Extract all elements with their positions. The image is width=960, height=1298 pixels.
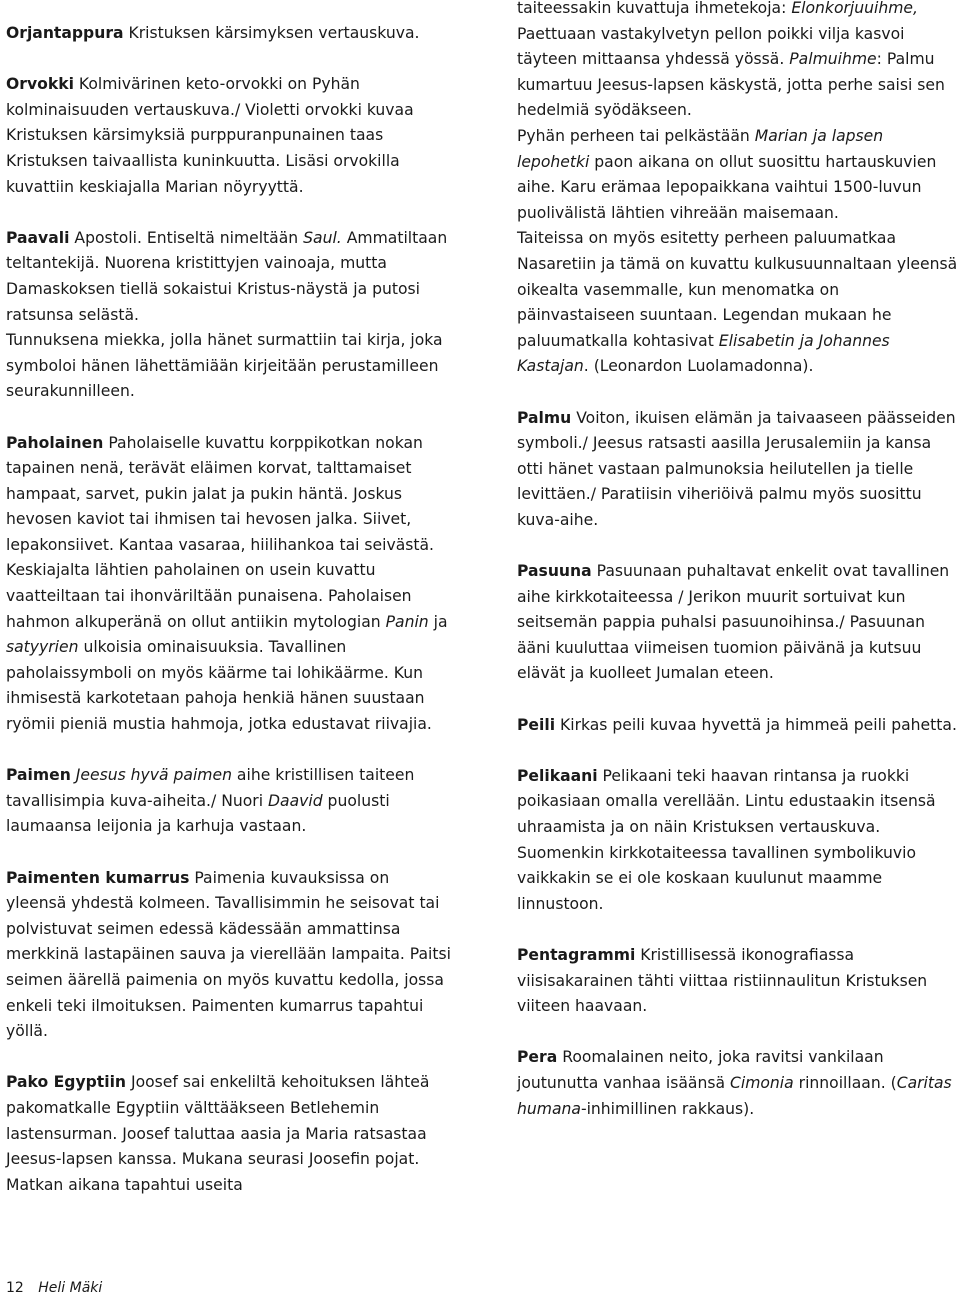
- glossary-entry: [6, 72, 454, 200]
- entry-paragraph: [517, 943, 959, 1020]
- glossary-entry: [6, 431, 454, 738]
- entry-text: -inhimillinen rakkaus).: [580, 1099, 755, 1118]
- entry-paragraph: [517, 559, 959, 687]
- glossary-entry: [517, 713, 959, 739]
- entry-text: Kristuksen kärsimyksen vertauskuva.: [128, 24, 420, 42]
- entry-text: Tunnuksena miekka, jolla hänet surmattiin tai kirja, joka symboloi hänen lähettämiään kirjeitään perustamilleen seurakunnilleen.: [6, 331, 443, 401]
- glossary-entry: [517, 559, 959, 687]
- entry-term: Orvokki: [6, 75, 74, 94]
- glossary-entry: [6, 226, 454, 405]
- entry-paragraph: [517, 764, 959, 918]
- italic-text: Palmuihme: [789, 50, 877, 69]
- entry-text: Pasuunaan puhaltavat enkelit ovat tavallinen aihe kirkkotaiteessa / Jerikon muurit sortuivat kun seitsemän pappia puhalsi pasuunoihinsa./ Pasuunan ääni kuuluttaa viimeisen tuomion päivänä ja kutsuu elävät ja kuolleet Jumalan eteen.: [517, 562, 950, 683]
- entry-text: Joosef sai enkeliltä kehoituksen lähteä pakomatkalle Egyptiin välttääkseen Betlehemin lastensurman. Joosef taluttaa aasia ja Maria ratsastaa Jeesus-lapsen kanssa. Mukana seurasi Joosefin pojat. Matkan aikana tapahtui useita: [6, 1073, 430, 1194]
- entry-text: ulkoisia ominaisuuksia. Tavallinen paholaissymboli on myös käärme tai lohikäärme. Kun ihmisestä karkotetaan pahoja henkiä hänen suustaan ryömii pieniä mustia hahmoja, jotka edustavat riivajia.: [6, 638, 432, 734]
- entry-term: Paavali: [6, 228, 70, 247]
- italic-text: Elonkorjuuihme,: [791, 0, 918, 17]
- italic-text: Cimonia: [729, 1073, 794, 1092]
- author-name: Heli Mäki: [38, 1280, 103, 1296]
- entry-text: Kirkas peili kuvaa hyvettä ja himmeä peili pahetta.: [560, 715, 957, 734]
- entry-term: Paholainen: [6, 433, 104, 452]
- italic-text: Saul.: [303, 228, 342, 247]
- entry-paragraph: [517, 124, 959, 226]
- entry-text: Voiton, ikuisen elämän ja taivaaseen päässeiden symboli./ Jeesus ratsasti aasilla Jerusalemiin ja kansa otti hänet vastaan palmunoksia heilutellen ja tielle levittäen./ Paratiisin viheriöivä palmu myös suosittu kuva-aihe.: [517, 408, 956, 529]
- entry-term: Paimenten kumarrus: [6, 868, 190, 887]
- italic-text: Panin: [385, 612, 429, 631]
- entry-paragraph: [6, 226, 454, 328]
- italic-text: Marian ja lapsen lepohetki: [517, 126, 884, 171]
- entry-text: Ammatiltaan teltantekijä. Nuorena kristittyjen vainoaja, mutta Damaskoksen tiellä sokaistui Kristus-näystä ja putosi ratsunsa selästä.: [6, 228, 448, 324]
- italic-text: Jeesus hyvä paimen: [75, 766, 232, 785]
- entry-text: paon aikana on ollut suosittu hartauskuvien aihe. Karu erämaa lepopaikkana vaihtui 1500-luvun puolivälistä lähtien vihreään maisemaan.: [517, 152, 937, 222]
- entry-text: Paettuaan vastakylvetyn pellon poikki vilja kasvoi täyteen mittaansa yhdessä yössä.: [517, 24, 905, 69]
- entry-text: aihe kristillisen taiteen tavallisimpia kuva-aiheita./ Nuori: [6, 766, 415, 810]
- entry-term: Pasuuna: [517, 562, 592, 581]
- entry-text: Kolmivärinen keto-orvokki on Pyhän kolminaisuuden vertauskuva./ Violetti orvokki kuvaa Kristuksen kärsimyksiä purppuranpunainen taas Kristuksen taivaallista kuninkuutta. Lisäsi orvokilla kuvattiin keskiajalla Marian nöyryyttä.: [6, 75, 414, 196]
- entry-term: Palmu: [517, 408, 572, 427]
- entry-text: puolusti laumaansa leijonia ja karhuja vastaan.: [6, 791, 390, 836]
- entry-term: Peili: [517, 715, 556, 734]
- entry-text: Roomalainen neito, joka ravitsi vankilaan joutunutta vanhaa isäänsä: [517, 1048, 884, 1092]
- entry-paragraph: [517, 713, 959, 739]
- entry-text: ja: [428, 612, 448, 631]
- entry-paragraph: [6, 763, 454, 840]
- glossary-entry: [6, 866, 454, 1045]
- entry-paragraph: [517, 0, 959, 124]
- glossary-entry: [517, 0, 959, 380]
- right-column: [517, 0, 959, 1148]
- entry-term: Orjantappura: [6, 24, 124, 42]
- entry-term: Pako Egyptiin: [6, 1073, 127, 1092]
- entry-paragraph: [6, 1070, 454, 1198]
- entry-paragraph: [517, 226, 959, 380]
- entry-text: rinnoillaan. (: [793, 1073, 897, 1092]
- entry-text: taiteessakin kuvattuja ihmetekoja:: [517, 0, 792, 17]
- left-column: [6, 21, 454, 1224]
- page-number: 12: [6, 1280, 24, 1296]
- entry-text: Apostoli. Entiseltä nimeltään: [74, 228, 304, 247]
- entry-text: Pyhän perheen tai pelkästään: [517, 126, 755, 145]
- entry-term: Paimen: [6, 766, 71, 785]
- italic-text: satyyrien: [6, 638, 79, 657]
- entry-text: Taiteissa on myös esitetty perheen paluumatkaa Nasaretiin ja tämä on kuvattu kulkusuunnaltaan yleensä oikealta vasemmalle, kun menomatka on päinvastaiseen suuntaan. Legendan mukaan he paluumatkalla kohtasivat: [517, 229, 958, 350]
- glossary-entry: [6, 763, 454, 840]
- page-footer: [6, 1279, 102, 1297]
- entry-text: . (Leonardon Luolamadonna).: [583, 357, 814, 376]
- glossary-entry: [517, 406, 959, 534]
- entry-text: : Palmu kumartuu Jeesus-lapsen käskystä, jotta perhe saisi sen hedelmiä syödäkseen.: [517, 50, 945, 120]
- entry-paragraph: [517, 1045, 959, 1122]
- entry-term: Pelikaani: [517, 766, 598, 785]
- glossary-entry: [517, 1045, 959, 1122]
- entry-paragraph: [6, 431, 454, 738]
- glossary-entry: [6, 21, 454, 47]
- entry-term: Pera: [517, 1048, 558, 1067]
- entry-text: Pelikaani teki haavan rintansa ja ruokki poikasiaan omalla verellään. Lintu edustaakin itsensä uhraamista ja on näin Kristuksen vertauskuva. Suomenkin kirkkotaiteessa tavallinen symbolikuvio vaikkakin se ei ole koskaan kuulunut maamme linnustoon.: [517, 766, 936, 913]
- entry-text: Kristillisessä ikonografiassa viisisakarainen tähti viittaa ristiinnaulitun Kristuksen viiteen haavaan.: [517, 945, 928, 1016]
- glossary-entry: [517, 764, 959, 918]
- entry-paragraph: [6, 72, 454, 200]
- glossary-entry: [517, 943, 959, 1020]
- glossary-entry: [6, 1070, 454, 1198]
- entry-text: Paholaiselle kuvattu korppikotkan nokan tapainen nenä, terävät eläimen korvat, talttamaiset hampaat, sarvet, pukin jalat ja pukin häntä. Joskus hevosen kaviot tai ihmisen tai hevosen jalka. Siivet, lepakonsiivet. Kantaa vasaraa, hiilihankoa tai seivästä. Keskiajalta lähtien paholainen on usein kuvattu vaatteiltaan tai ihonväriltään punaisena. Paholaisen hahmon alkuperänä on ollut antiikin mytologian: [6, 433, 434, 631]
- entry-paragraph: [6, 21, 454, 47]
- italic-text: Caritas humana: [517, 1073, 952, 1118]
- entry-paragraph: [6, 328, 454, 405]
- entry-paragraph: [517, 406, 959, 534]
- entry-term: Pentagrammi: [517, 945, 636, 964]
- entry-paragraph: [6, 866, 454, 1045]
- italic-text: Elisabetin ja Johannes Kastajan: [517, 331, 890, 376]
- entry-text: Paimenia kuvauksissa on yleensä yhdestä kolmeen. Tavallisimmin he seisovat tai polvistuvat seimen edessä kädessään ammattinsa merkkinä lastapäinen sauva ja vierellään lampaita. Paitsi seimen äärellä paimenia on myös kuvattu kedolla, jossa enkeli teki ilmoituksen. Paimenten kumarrus tapahtui yöllä.: [6, 868, 451, 1041]
- italic-text: Daavid: [268, 791, 323, 810]
